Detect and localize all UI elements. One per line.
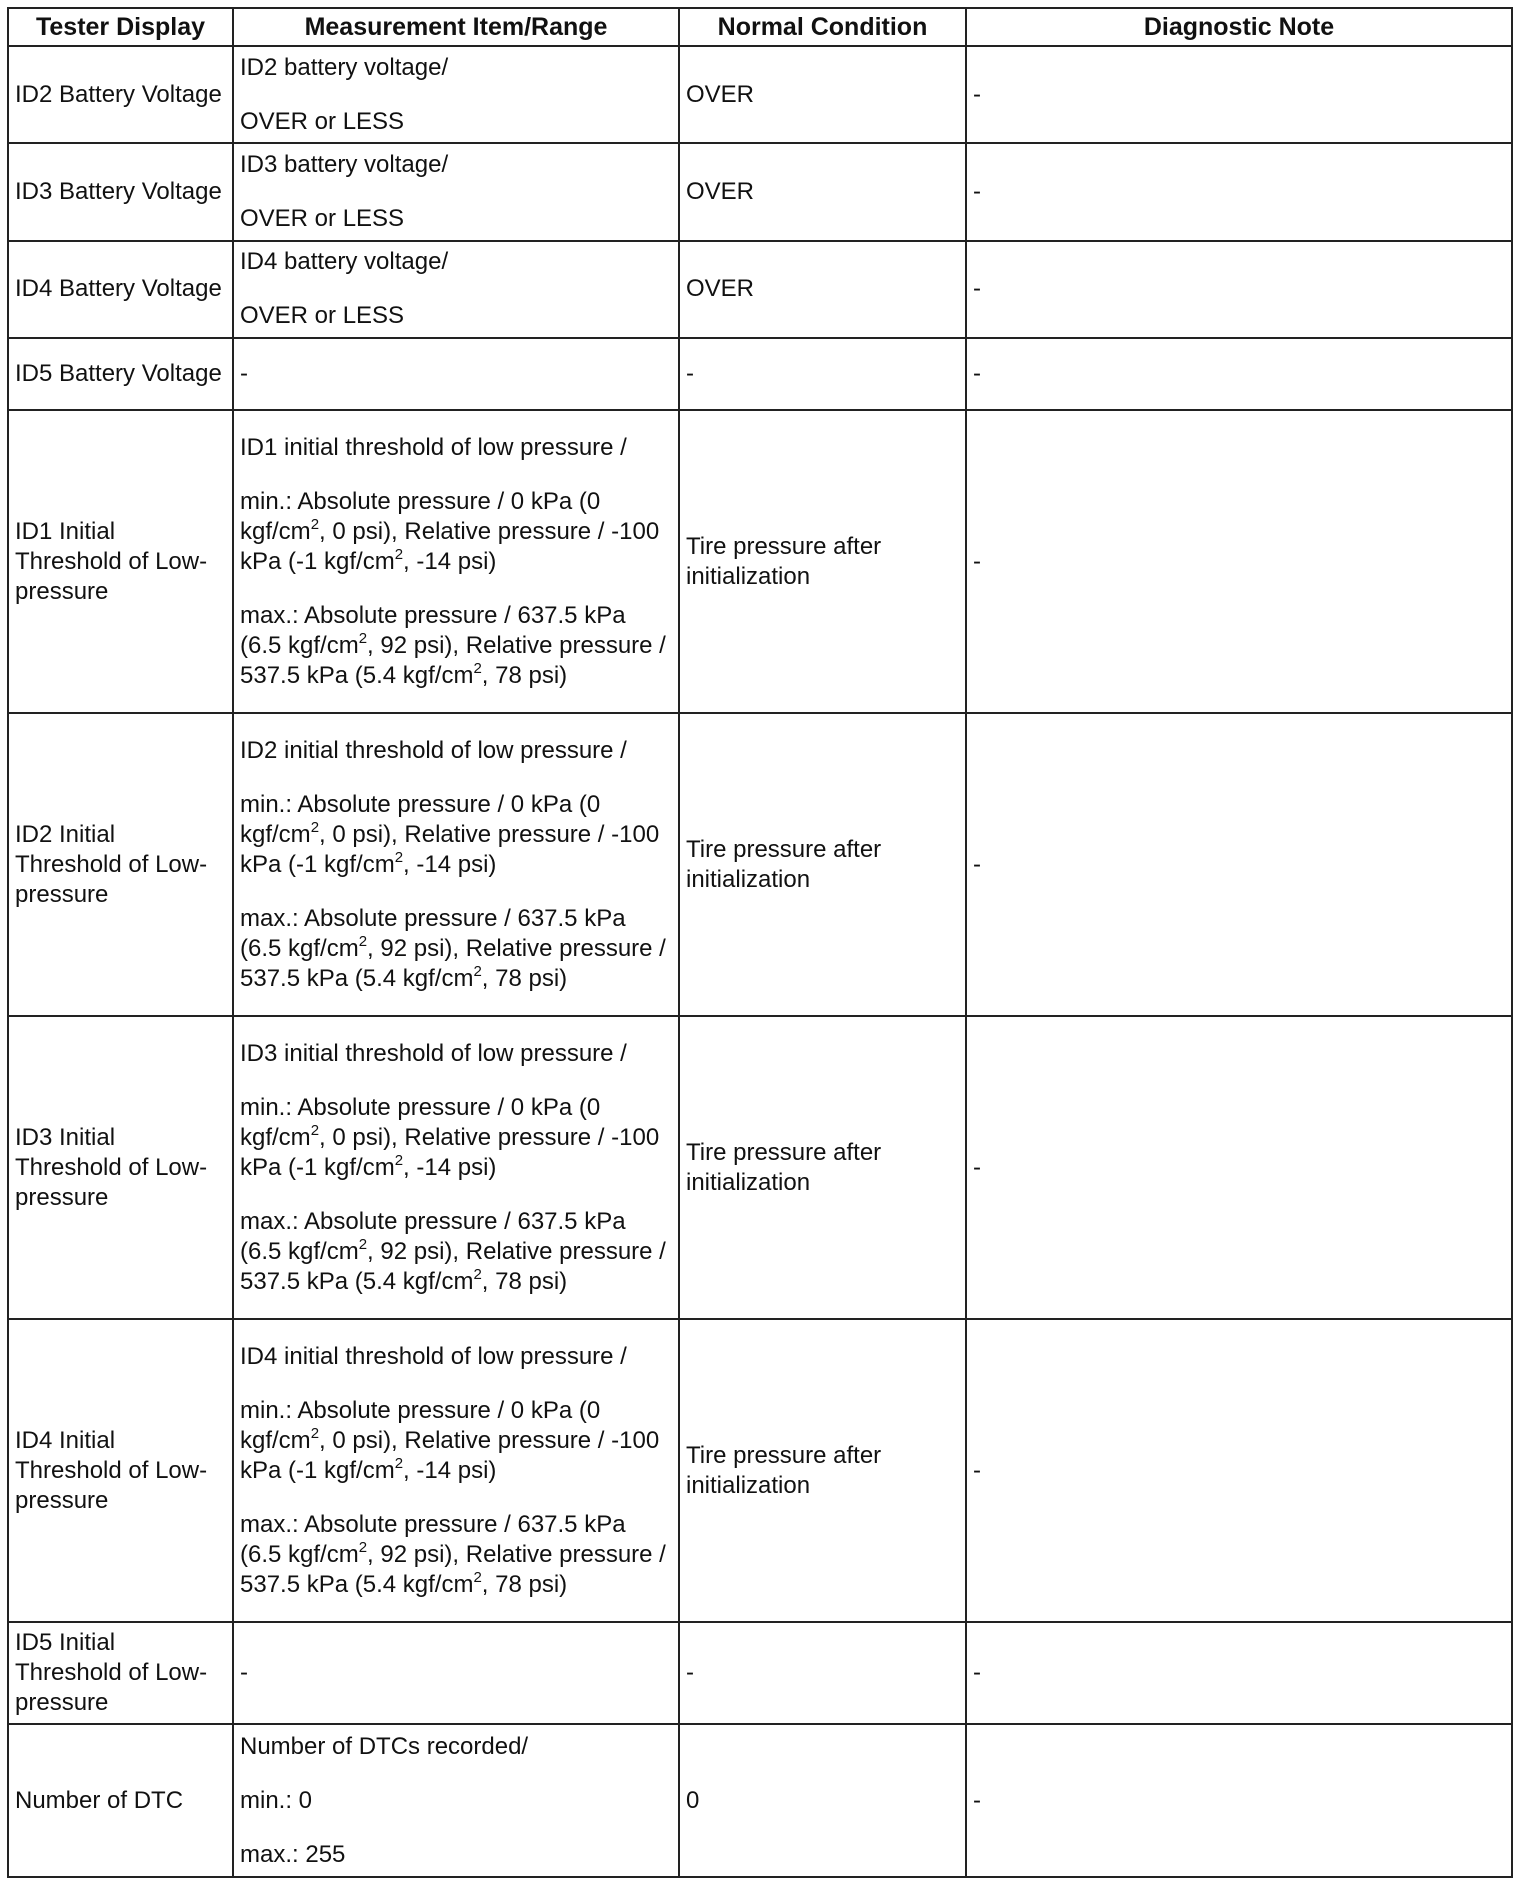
normal-condition-cell: - [679,338,966,410]
header-row [8,8,1512,46]
superscript: 2 [473,1265,482,1283]
range-line: min.: Absolute pressure / 0 kPa (0 kgf/$cm^2$, 0 psi), Relative pressure / -100 kPa (-1 kgf/$cm^2$, -14 psi) [240,790,660,878]
range-line: ID2 battery voltage/ [240,53,449,81]
tester-display-cell: ID2 Initial Threshold of Low-pressure [8,713,233,1016]
measurement-range-cell [233,1622,679,1724]
tester-display-cell: ID2 Battery Voltage [8,46,233,143]
header-tester-display: Tester Display [8,8,233,46]
diagnostic-note-cell: - [966,1319,1512,1622]
range-line: min.: Absolute pressure / 0 kPa (0 kgf/$cm^2$, 0 psi), Relative pressure / -100 kPa (-1 kgf/$cm^2$, -14 psi) [240,1396,660,1484]
normal-condition-cell: Tire pressure after initialization [679,713,966,1016]
table-row [8,338,1512,410]
normal-condition-cell: OVER [679,241,966,338]
superscript: 2 [358,629,368,647]
measurement-range-cell [233,410,679,713]
diagnostic-note-cell: - [966,241,1512,338]
measurement-range-cell [233,713,679,1016]
range-line: - [240,1659,248,1687]
superscript: 2 [394,1454,404,1472]
superscript: 2 [473,962,482,980]
range-line: ID1 initial threshold of low pressure / [240,433,627,461]
normal-condition-cell: Tire pressure after initialization [679,410,966,713]
diagnostic-note-cell: - [966,1622,1512,1724]
superscript: 2 [394,545,404,563]
table-body [8,46,1512,1877]
range-line: max.: Absolute pressure / 637.5 kPa (6.5 kgf/$cm^2$, 92 psi), Relative pressure / 537.5 kPa (5.4 kgf/$cm^2$, 78 psi) [240,1510,666,1598]
range-line: ID3 initial threshold of low pressure / [240,1039,627,1067]
superscript: 2 [394,1151,404,1169]
normal-condition-cell: 0 [679,1724,966,1877]
range-line: min.: Absolute pressure / 0 kPa (0 kgf/$cm^2$, 0 psi), Relative pressure / -100 kPa (-1 kgf/$cm^2$, -14 psi) [240,1093,660,1181]
table-row [8,1622,1512,1724]
tester-display-cell: ID3 Initial Threshold of Low-pressure [8,1016,233,1319]
range-line: OVER or LESS [240,302,405,330]
range-line: Number of DTCs recorded/ [240,1732,529,1760]
diagnostic-note-cell: - [966,410,1512,713]
range-line: OVER or LESS [240,204,405,232]
range-line: max.: Absolute pressure / 637.5 kPa (6.5 kgf/$cm^2$, 92 psi), Relative pressure / 537.5 kPa (5.4 kgf/$cm^2$, 78 psi) [240,904,666,992]
normal-condition-cell: Tire pressure after initialization [679,1016,966,1319]
normal-condition-cell: OVER [679,46,966,143]
data-monitor-table [7,7,1513,1878]
diagnostic-note-cell: - [966,46,1512,143]
tester-display-cell: ID4 Initial Threshold of Low-pressure [8,1319,233,1622]
header-diagnostic-note: Diagnostic Note [966,8,1512,46]
range-line: min.: Absolute pressure / 0 kPa (0 kgf/$cm^2$, 0 psi), Relative pressure / -100 kPa (-1 kgf/$cm^2$, -14 psi) [240,487,660,575]
table-row [8,410,1512,713]
table-row [8,1724,1512,1877]
range-line: min.: 0 [240,1786,313,1814]
diagnostic-note-cell: - [966,1724,1512,1877]
tester-display-cell: Number of DTC [8,1724,233,1877]
table-row [8,143,1512,240]
header-normal-condition: Normal Condition [679,8,966,46]
header-measurement-item: Measurement Item/Range [233,8,679,46]
table-row [8,713,1512,1016]
superscript: 2 [473,1568,482,1586]
superscript: 2 [358,1235,368,1253]
normal-condition-cell: - [679,1622,966,1724]
measurement-range-cell [233,241,679,338]
superscript: 2 [310,1424,320,1442]
range-line: max.: 255 [240,1840,346,1868]
diagnostic-note-cell: - [966,1016,1512,1319]
superscript: 2 [310,515,320,533]
range-line: ID3 battery voltage/ [240,150,449,178]
range-line: ID4 initial threshold of low pressure / [240,1342,627,1370]
measurement-range-cell [233,46,679,143]
tester-display-cell: ID3 Battery Voltage [8,143,233,240]
table-row [8,241,1512,338]
measurement-range-cell [233,1319,679,1622]
range-line: max.: Absolute pressure / 637.5 kPa (6.5 kgf/$cm^2$, 92 psi), Relative pressure / 537.5 kPa (5.4 kgf/$cm^2$, 78 psi) [240,1207,666,1295]
range-line: - [240,360,248,388]
range-line: ID4 battery voltage/ [240,248,449,276]
tester-display-cell: ID4 Battery Voltage [8,241,233,338]
superscript: 2 [394,848,404,866]
table-row [8,1319,1512,1622]
table-row [8,46,1512,143]
range-line: max.: Absolute pressure / 637.5 kPa (6.5 kgf/$cm^2$, 92 psi), Relative pressure / 537.5 kPa (5.4 kgf/$cm^2$, 78 psi) [240,601,666,689]
tester-display-cell: ID5 Battery Voltage [8,338,233,410]
measurement-range-cell [233,143,679,240]
diagnostic-note-cell: - [966,143,1512,240]
diagnostic-note-cell: - [966,713,1512,1016]
superscript: 2 [310,818,320,836]
superscript: 2 [473,659,482,677]
superscript: 2 [358,1538,368,1556]
normal-condition-cell: Tire pressure after initialization [679,1319,966,1622]
tester-display-cell: ID5 Initial Threshold of Low-pressure [8,1622,233,1724]
range-line: OVER or LESS [240,107,405,135]
range-line: ID2 initial threshold of low pressure / [240,736,627,764]
table-row [8,1016,1512,1319]
measurement-range-cell [233,1016,679,1319]
diagnostic-note-cell: - [966,338,1512,410]
measurement-range-cell [233,1724,679,1877]
normal-condition-cell: OVER [679,143,966,240]
superscript: 2 [310,1121,320,1139]
superscript: 2 [358,932,368,950]
tester-display-cell: ID1 Initial Threshold of Low-pressure [8,410,233,713]
measurement-range-cell [233,338,679,410]
